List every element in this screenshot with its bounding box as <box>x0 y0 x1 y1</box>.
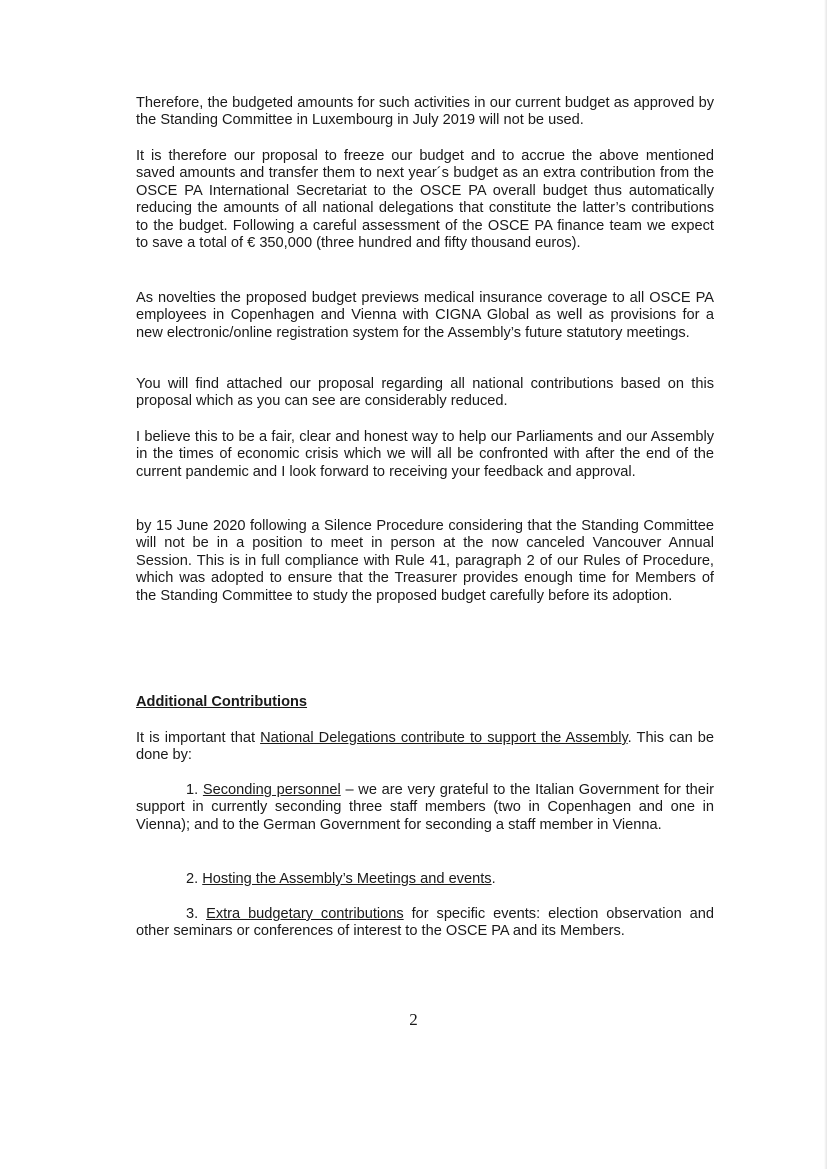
list-item-number: 1. <box>186 782 203 798</box>
paragraph-fair-approach: I believe this to be a fair, clear and honest way to help our Parliaments and our Assembly in the times of economic crisis which we will all be confronted with after the end of the current pandemic and I look forward to receiving your feedback and approval. <box>136 429 714 480</box>
list-item-number: 3. <box>186 906 207 922</box>
list-item-underlined-text: Seconding personnel <box>202 782 341 798</box>
paragraph-budget-novelties: As novelties the proposed budget previews medical insurance coverage to all OSCE PA employees in Copenhagen and Vienna with CIGNA Global as well as provisions for a new electronic/online registration system for the Assembly’s future statutory meetings. <box>136 290 714 341</box>
paragraph-silence-procedure: by 15 June 2020 following a Silence Procedure considering that the Standing Committee will not be in a position to meet in person at the now canceled Vancouver Annual Session. This is in full compliance with Rule 41, paragraph 2 of our Rules of Procedure, which was adopted to ensure that the Treasurer provides enough time for Members of the Standing Committee to study the proposed budget carefully before its adoption. <box>136 518 714 604</box>
paragraph-budget-not-used: Therefore, the budgeted amounts for such activities in our current budget as approved by the Standing Committee in Luxembourg in July 2019 will not be used. <box>136 95 714 129</box>
list-item-seconding-personnel <box>136 782 714 834</box>
paragraph-national-contributions: You will find attached our proposal regarding all national contributions based on this proposal which as you can see are considerably reduced. <box>136 376 714 410</box>
intro-text-pre: It is important that <box>136 730 261 746</box>
list-item-underlined-text: Hosting the Assembly’s Meetings and events <box>202 871 492 887</box>
list-item-underlined-text: Extra budgetary contributions <box>206 906 404 922</box>
list-item-hosting-meetings <box>136 871 714 888</box>
intro-text-post: . This can be done by: <box>136 730 714 764</box>
page-number: 2 <box>409 1010 418 1029</box>
list-item-text: . <box>491 871 496 887</box>
paragraph-freeze-budget-proposal: It is therefore our proposal to freeze our budget and to accrue the above mentioned saved amounts and transfer them to next year´s budget as an extra contribution from the OSCE PA International Secretariat to the OSCE PA overall budget thus automatically reducing the amounts of all national delegations that constitute the latter’s contributions to the budget. Following a careful assessment of the OSCE PA finance team we expect to save a total of € 350,000 (three hundred and fifty thousand euros). <box>136 148 714 252</box>
list-item-text: for specific events: election observation and other seminars or conferences of interest to the OSCE PA and its Members. <box>136 906 714 940</box>
list-item-extra-budgetary <box>136 906 714 941</box>
intro-underlined-text: National Delegations contribute to support the Assembly <box>260 730 628 746</box>
list-item-number: 2. <box>186 871 203 887</box>
section-heading-additional-contributions: Additional Contributions <box>136 694 308 710</box>
paragraph-additional-intro <box>136 730 714 765</box>
list-item-text: – we are very grateful to the Italian Government for their support in currently seconding three staff members (two in Copenhagen and one in Vienna); and to the German Government for seconding a staff member in Vienna. <box>136 782 714 833</box>
